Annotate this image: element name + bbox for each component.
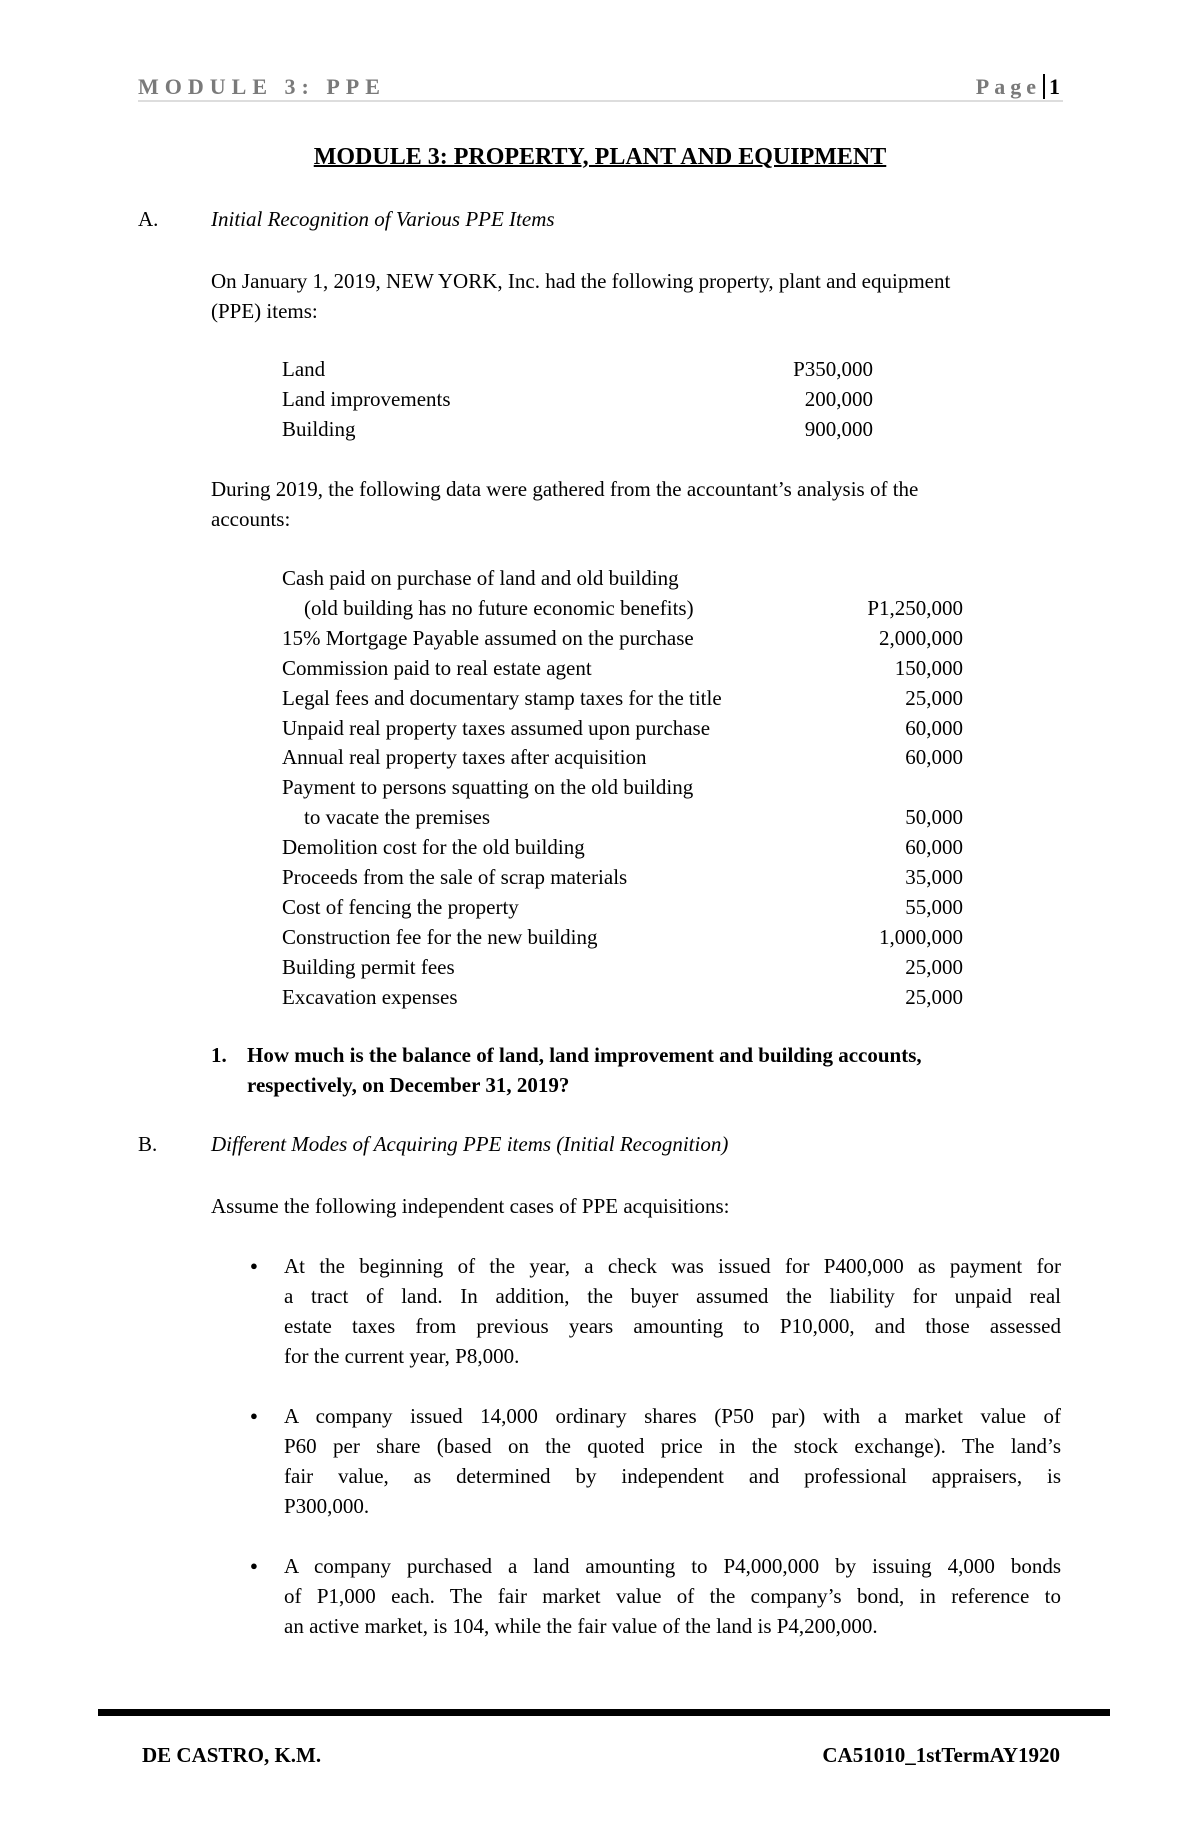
footer-course-code: CA51010_1stTermAY1920	[822, 1743, 1060, 1767]
header-divider	[138, 100, 1063, 102]
table-row-label: Unpaid real property taxes assumed upon purchase	[282, 715, 711, 740]
table-row-amount: 900,000	[804, 417, 873, 441]
table-row-amount: P350,000	[793, 357, 873, 381]
table-row-label: Construction fee for the new building	[282, 924, 598, 949]
case-line: At the beginning of the year, a check was issued for P400,000 as payment for	[284, 1254, 1061, 1278]
table-row-amount: 25,000	[905, 984, 963, 1009]
page-title: MODULE 3: PROPERTY, PLANT AND EQUIPMENT	[313, 144, 887, 170]
intro-line-1: On January 1, 2019, NEW YORK, Inc. had the following property, plant and equipment	[211, 269, 951, 293]
table-row-amount: 200,000	[804, 387, 873, 411]
table-row-amount: 150,000	[894, 655, 963, 680]
table-row-label: (old building has no future economic benefits)	[304, 595, 694, 620]
table-row-amount: 55,000	[905, 894, 963, 919]
bullet-icon: ●	[250, 1258, 258, 1273]
table-row-amount: 60,000	[905, 715, 963, 740]
case-line: A company issued 14,000 ordinary shares (P50 par) with a market value of	[284, 1404, 1061, 1428]
case-line: P60 per share (based on the quoted price in the stock exchange). The land’s	[284, 1434, 1061, 1458]
table-row-label: Building permit fees	[282, 954, 455, 979]
page-label: Page	[975, 74, 1041, 99]
question-number: 1.	[211, 1043, 227, 1067]
table-row-label: Commission paid to real estate agent	[282, 655, 592, 680]
table-row-label: to vacate the premises	[304, 805, 491, 830]
case-line: estate taxes from previous years amounting to P10,000, and those assessed	[284, 1314, 1061, 1338]
table-row-amount: 50,000	[905, 805, 963, 830]
table-row-label: Demolition cost for the old building	[282, 835, 585, 860]
case-item	[284, 1251, 1061, 1371]
footer-divider	[98, 1709, 1110, 1716]
table-row-label: Land improvements	[282, 387, 451, 411]
bullet-icon: ●	[250, 1408, 258, 1423]
table-row-label: Payment to persons squatting on the old building	[282, 775, 694, 800]
case-line: fair value, as determined by independent and professional appraisers, is	[284, 1464, 1061, 1488]
table-row-label: Proceeds from the sale of scrap materials	[282, 865, 628, 889]
page-number: 1	[1043, 74, 1060, 99]
case-line: of P1,000 each. The fair market value of the company’s bond, in reference to	[284, 1584, 1061, 1608]
table-row-label: Cost of fencing the property	[282, 894, 519, 919]
case-line: A company purchased a land amounting to P4,000,000 by issuing 4,000 bonds	[284, 1554, 1061, 1578]
header-module-label: MODULE 3: PPE	[138, 74, 386, 99]
table-row-amount: 25,000	[905, 685, 963, 710]
table-row-label: Building	[282, 417, 356, 441]
table-row-amount: 60,000	[905, 835, 963, 860]
case-line: an active market, is 104, while the fair value of the land is P4,200,000.	[284, 1614, 878, 1638]
case-item	[284, 1401, 1061, 1521]
table-row-amount: 2,000,000	[879, 625, 963, 650]
during-line-1: During 2019, the following data were gathered from the accountant’s analysis of the	[211, 477, 919, 501]
table-row-label: Legal fees and documentary stamp taxes for the title	[282, 685, 722, 710]
table-row-amount: 1,000,000	[879, 924, 963, 949]
case-line: P300,000.	[284, 1494, 370, 1518]
question-line-2: respectively, on December 31, 2019?	[247, 1073, 570, 1097]
intro-line-2: (PPE) items:	[211, 299, 318, 323]
footer-author: DE CASTRO, K.M.	[142, 1743, 322, 1767]
table-row-amount: 25,000	[905, 954, 963, 979]
table-row-label: Cash paid on purchase of land and old building	[282, 566, 679, 590]
case-item	[284, 1551, 1061, 1641]
table-row-amount: 35,000	[905, 865, 963, 889]
table-row-label: Excavation expenses	[282, 984, 458, 1009]
section-b-intro: Assume the following independent cases of PPE acquisitions:	[211, 1194, 730, 1218]
section-a-letter: A.	[138, 207, 159, 231]
table-row-label: Annual real property taxes after acquisition	[282, 745, 647, 770]
table-row-label: 15% Mortgage Payable assumed on the purchase	[282, 625, 694, 650]
table-row-amount: P1,250,000	[867, 595, 963, 620]
bullet-icon: ●	[250, 1558, 258, 1573]
case-line: for the current year, P8,000.	[284, 1344, 520, 1368]
section-a-heading: Initial Recognition of Various PPE Items	[211, 207, 555, 231]
during-line-2: accounts:	[211, 507, 291, 531]
section-b-heading: Different Modes of Acquiring PPE items (Initial Recognition)	[211, 1132, 729, 1156]
table-row-label: Land	[282, 357, 326, 381]
case-line: a tract of land. In addition, the buyer assumed the liability for unpaid real	[284, 1284, 1061, 1308]
table-row-amount: 60,000	[905, 745, 963, 770]
section-b-letter: B.	[138, 1132, 158, 1156]
header-page-number	[976, 72, 1060, 102]
question-line-1: How much is the balance of land, land improvement and building accounts,	[247, 1043, 922, 1067]
